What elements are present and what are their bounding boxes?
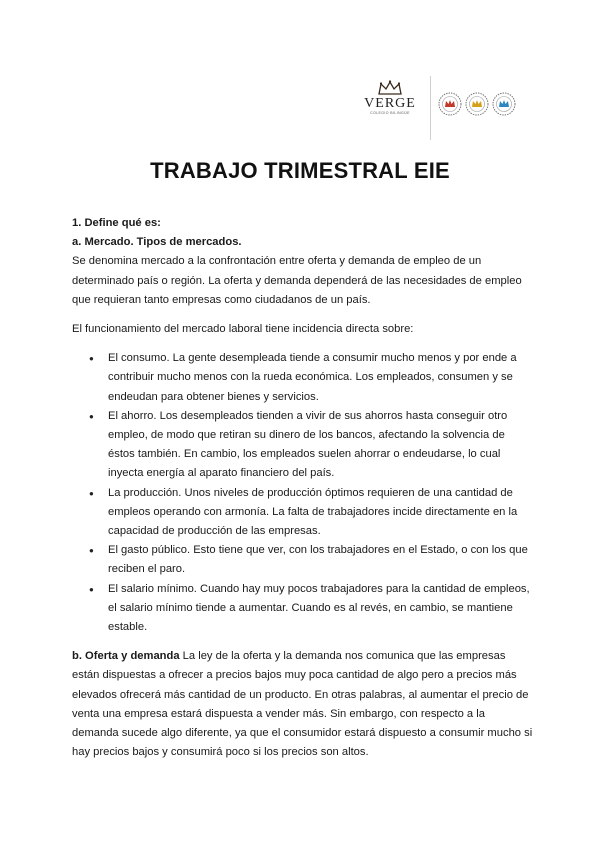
list-item-salario-minimo: ● El salario mínimo. Cuando hay muy pocos trabajadores para la cantidad de empleos, el salario mínimo tiende a aumentar. Cuando es al revés, en cambio, se mantiene estable. <box>108 580 534 638</box>
section-a-paragraph-2: El funcionamiento del mercado laboral tiene incidencia directa sobre: <box>72 323 414 336</box>
list-item-produccion: ● La producción. Unos niveles de producción óptimos requieren de una cantidad de empleos operando con armonía. La falta de trabajadores incide directamente en la capacidad de producción de las empresas. <box>108 484 534 542</box>
list-item-consumo: ● El consumo. La gente desempleada tiende a consumir mucho menos y por ende a contribuir mucho menos con la rueda económica. Los empleados, consumen y se endeudan para obtener bienes y servicios. <box>108 349 534 407</box>
document-body <box>72 214 534 762</box>
section-b-heading: b. Oferta y demanda <box>72 650 180 663</box>
list-item-gasto-publico: ● El gasto público. Esto tiene que ver, con los trabajadores en el Estado, o con los que reciben el paro. <box>108 541 534 579</box>
crown-icon <box>377 80 403 96</box>
logo-subtext: COLEGIO BILINGÜE <box>370 111 410 115</box>
seal-red-icon <box>438 92 462 116</box>
page-header <box>360 76 540 140</box>
seal-group <box>438 92 516 116</box>
header-divider <box>430 76 431 140</box>
seal-blue-icon <box>492 92 516 116</box>
section-a-heading: a. Mercado. Tipos de mercados. <box>72 236 242 249</box>
incidence-list <box>72 349 534 637</box>
document-title: TRABAJO TRIMESTRAL EIE <box>150 158 450 183</box>
seal-gold-icon <box>465 92 489 116</box>
list-item-ahorro: ● El ahorro. Los desempleados tienden a vivir de sus ahorros hasta conseguir otro empleo, de modo que retiran su dinero de los bancos, afectando la solvencia de éstos también. En cambio, los empleados suelen ahorrar o endeudarse, lo cual inyecta energía al aparato financiero del país. <box>108 407 534 484</box>
question-1-heading: 1. Define qué es: <box>72 217 161 229</box>
section-b-text: La ley de la oferta y la demanda nos comunica que las empresas están dispuestas a ofrecer a precios bajos muy poca cantidad de algo pero a precios más elevados ofrecerá más cantidad de un producto. En otras palabras, al aumentar el precio de venta una empresa estará dispuesta a vender más. Sin embargo, con respecto a la demanda sucede algo diferente, ya que el consumidor estará dispuesto a consumir mucho si hay precios bajos y consumirá poco si los precios son altos. <box>72 650 533 759</box>
logo-text: VERGE <box>364 96 416 111</box>
section-a-paragraph-1: Se denomina mercado a la confrontación entre oferta y demanda de empleo de un determinado país o región. La oferta y demanda dependerá de las necesidades de empleo que requieran tanto empresas como ciudadanos de un país. <box>72 255 522 306</box>
section-b-paragraph <box>72 647 534 762</box>
verge-logo <box>360 80 420 116</box>
